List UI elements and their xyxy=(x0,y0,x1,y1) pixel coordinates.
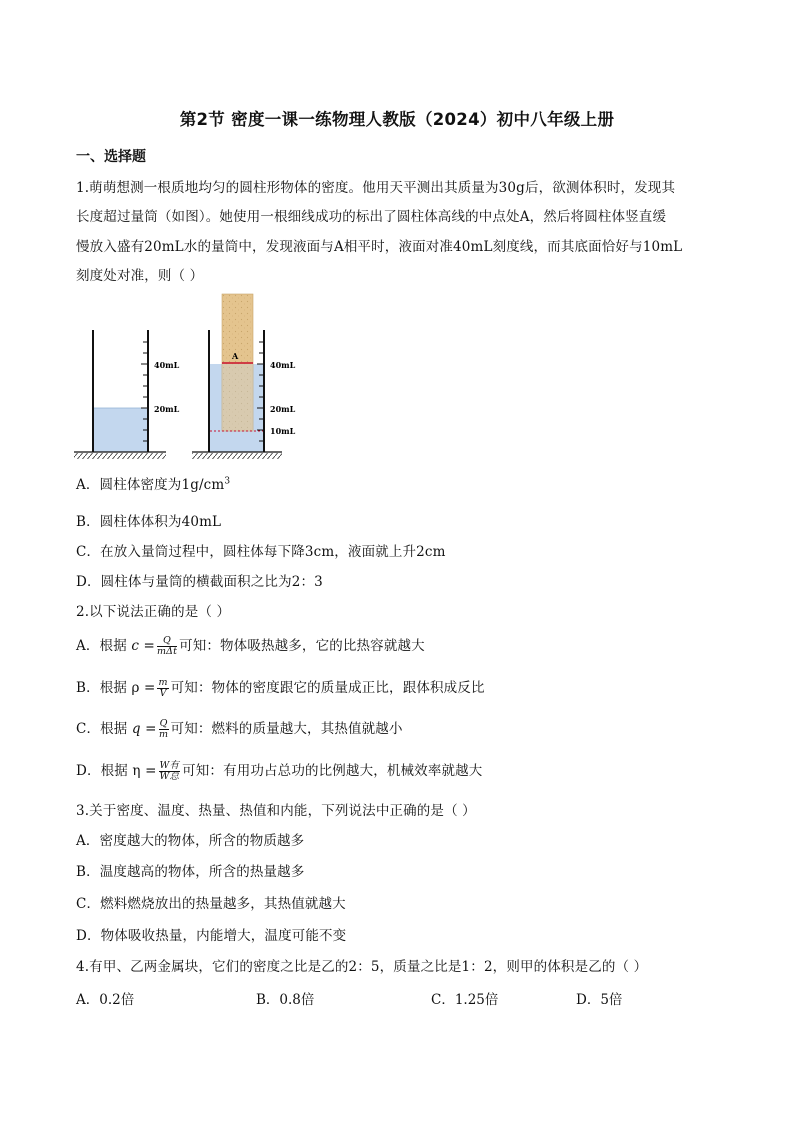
q1-stem-line-3: 慢放入盛有20mL水的量筒中，发现液面与A相平时，液面对准40mL刻度线，而其底面恰好与10mL xyxy=(76,239,683,255)
q3-option-b: B．温度越高的物体，所含的热量越多 xyxy=(76,864,305,880)
q1-stem-line-4: 刻度处对准，则（ ） xyxy=(76,268,204,284)
right-label-20ml: 20mL xyxy=(270,404,296,414)
q2-option-a: A．根据 c = $\frac{Q}{\text{mΔt}}$ 可知：物体吸热越多，它的比热容就越大 xyxy=(76,635,425,657)
section-heading: 一、选择题 xyxy=(76,149,146,165)
q3-option-c: C．燃料燃烧放出的热量越多，其热值就越大 xyxy=(76,896,346,912)
formula-fraction: $\frac{m}{V}$ xyxy=(158,677,168,699)
q2-stem: 2.以下说法正确的是（ ） xyxy=(76,604,231,620)
q1-stem-line-1: 1.萌萌想测一根质地均匀的圆柱形物体的密度。他用天平测出其质量为30g后，欲测体积时，发现其 xyxy=(76,180,676,196)
left-label-20ml: 20mL xyxy=(154,404,180,414)
right-label-40ml: 40mL xyxy=(270,360,296,370)
q1-option-c: C．在放入量筒过程中，圆柱体每下降3cm，液面就上升2cm xyxy=(76,544,446,560)
q1-stem-line-2: 长度超过量筒（如图）。她使用一根细线成功的标出了圆柱体高线的中点处A，然后将圆柱体竖直缓 xyxy=(76,209,667,225)
right-cylinder xyxy=(192,294,296,459)
q3-stem: 3.关于密度、温度、热量、热值和内能，下列说法中正确的是（ ） xyxy=(76,803,476,819)
q4-option-b: B．0.8倍 xyxy=(256,992,315,1008)
q4-stem: 4.有甲、乙两金属块，它们的密度之比是乙的2：5，质量之比是1：2，则甲的体积是乙的（ ） xyxy=(76,959,648,975)
q4-option-a: A．0.2倍 xyxy=(76,992,135,1008)
q2-option-b: B．根据 ρ = $\frac{m}{V}$ 可知：物体的密度跟它的质量成正比，跟体积成反比 xyxy=(76,677,485,699)
point-a-label: A xyxy=(232,351,239,361)
formula-fraction: $\frac{\text{W有}}{\text{W总}}$ xyxy=(159,760,180,782)
formula-fraction: $\frac{Q}{m}$ xyxy=(158,718,169,740)
q4-option-c: C．1.25倍 xyxy=(431,992,499,1008)
right-label-10ml: 10mL xyxy=(270,426,296,436)
formula-fraction: $\frac{Q}{\text{mΔt}}$ xyxy=(156,635,178,657)
q1-option-a: A．圆柱体密度为$1g/cm^3$ xyxy=(76,476,231,493)
q4-option-d: D．5倍 xyxy=(576,992,623,1008)
q1-option-d: D．圆柱体与量筒的横截面积之比为2：3 xyxy=(76,574,323,590)
q1-option-b: B．圆柱体体积为40mL xyxy=(76,514,222,530)
left-water xyxy=(94,408,147,452)
q2-option-d: D．根据 η = $\frac{\text{W有}}{\text{W总}}$ 可知：有用功占总功的比例越大，机械效率就越大 xyxy=(76,760,483,782)
q3-option-d: D．物体吸收热量，内能增大，温度可能不变 xyxy=(76,928,347,944)
left-cylinder xyxy=(74,330,180,459)
q1-figure xyxy=(60,288,320,464)
left-label-40ml: 40mL xyxy=(154,360,180,370)
page-title: 第2节 密度一课一练物理人教版（2024）初中八年级上册 xyxy=(179,110,615,129)
q2-option-c: C．根据 q = $\frac{Q}{m}$ 可知：燃料的质量越大，其热值就越小 xyxy=(76,718,403,740)
q3-option-a: A．密度越大的物体，所含的物质越多 xyxy=(76,833,305,849)
